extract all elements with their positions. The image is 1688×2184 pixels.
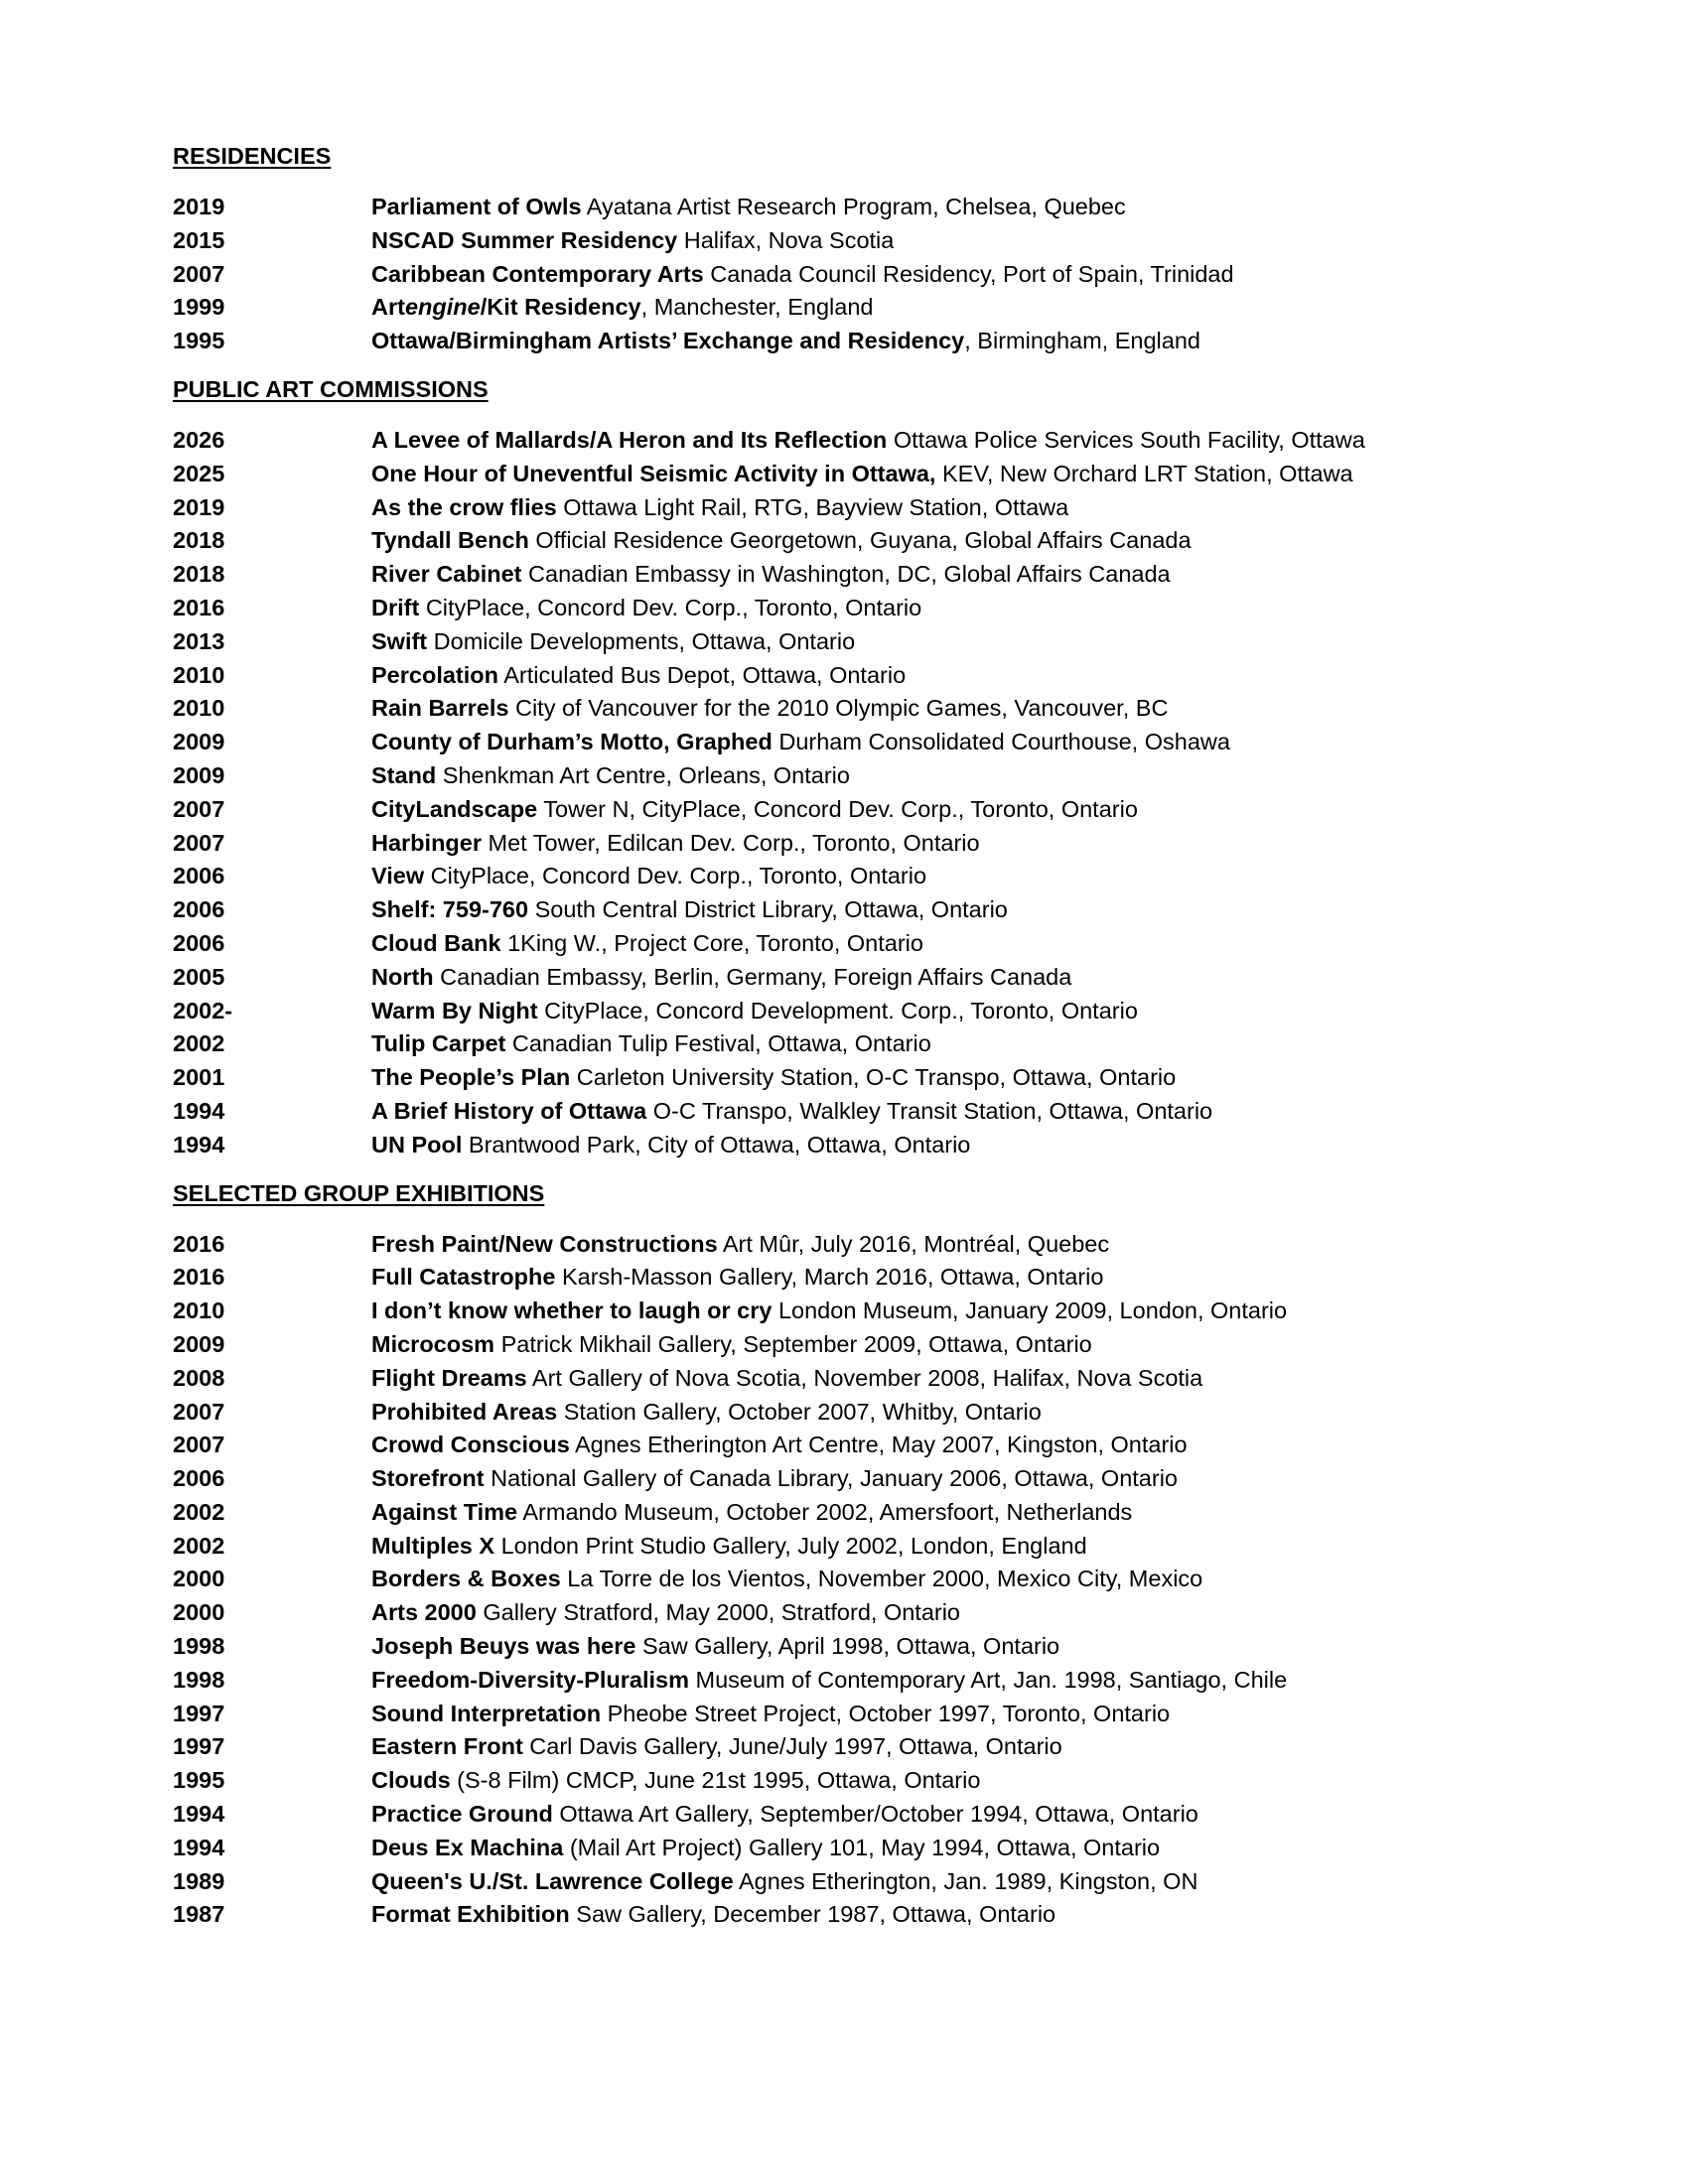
entry-text	[371, 1698, 1523, 1731]
residencies-list	[173, 191, 1523, 358]
list-item	[173, 1730, 1523, 1764]
entry-title: Borders & Boxes	[371, 1566, 561, 1592]
entry-text	[371, 1228, 1523, 1262]
entry-title: Parliament of Owls	[371, 194, 582, 219]
entry-details: (S-8 Film) CMCP, June 21st 1995, Ottawa, Ontario	[450, 1767, 981, 1794]
entry-year: 1997	[173, 1700, 225, 1726]
entry-details: Carl Davis Gallery, June/July 1997, Ottawa, Ontario	[522, 1733, 1062, 1760]
entry-title: The People’s Plan	[371, 1064, 571, 1091]
entry-text	[371, 191, 1523, 224]
entry-title: Prohibited Areas	[371, 1398, 558, 1425]
entry-year: 2007	[173, 829, 225, 856]
public-art-section	[173, 372, 1523, 1162]
entry-text	[371, 692, 1523, 726]
entry-text	[371, 860, 1523, 893]
entry-year: 2019	[173, 194, 225, 219]
entry-details: Canadian Tulip Festival, Ottawa, Ontario	[505, 1030, 931, 1057]
list-item	[173, 458, 1523, 491]
list-item	[173, 558, 1523, 592]
entry-details: Tower N, CityPlace, Concord Dev. Corp., Toronto, Ontario	[537, 795, 1138, 822]
entry-details: Shenkman Art Centre, Orleans, Ontario	[436, 761, 850, 788]
list-item	[173, 258, 1523, 292]
entry-details: CityPlace, Concord Dev. Corp., Toronto, Ontario	[424, 863, 927, 889]
entry-text	[371, 1664, 1523, 1698]
list-item	[173, 827, 1523, 861]
entry-details: , Manchester, England	[640, 294, 874, 321]
list-item	[173, 927, 1523, 961]
entry-title: Crowd Conscious	[371, 1432, 570, 1458]
list-item	[173, 860, 1523, 893]
entry-title: Format Exhibition	[371, 1901, 570, 1928]
list-item	[173, 1798, 1523, 1832]
entry-details: KEV, New Orchard LRT Station, Ottawa	[935, 460, 1353, 486]
entry-title: Against Time	[371, 1498, 518, 1525]
list-item	[173, 1129, 1523, 1162]
entry-year: 1987	[173, 1901, 225, 1928]
entry-year: 2006	[173, 929, 225, 956]
entry-details: Durham Consolidated Courthouse, Oshawa	[772, 729, 1230, 755]
entry-year: 2002	[173, 1498, 225, 1525]
list-item	[173, 1596, 1523, 1630]
entry-text	[371, 458, 1523, 491]
entry-text	[371, 491, 1523, 525]
list-item	[173, 1396, 1523, 1430]
entry-year: 1994	[173, 1801, 225, 1828]
entry-year: 2000	[173, 1599, 225, 1626]
entry-details: CityPlace, Concord Dev. Corp., Toronto, Ontario	[419, 594, 922, 620]
entry-year: 2018	[173, 561, 225, 588]
entry-details: Station Gallery, October 2007, Whitby, Ontario	[557, 1398, 1042, 1425]
entry-title: One Hour of Uneventful Seismic Activity in Ottawa,	[371, 460, 936, 486]
list-item	[173, 592, 1523, 625]
list-item	[173, 1563, 1523, 1596]
entry-year: 1994	[173, 1097, 225, 1124]
entry-year: 2009	[173, 729, 225, 755]
entry-text	[371, 927, 1523, 961]
list-item	[173, 1027, 1523, 1061]
entry-text	[371, 1865, 1523, 1899]
entry-text	[371, 1630, 1523, 1664]
entry-title-italic: engine	[404, 294, 481, 321]
list-item	[173, 1898, 1523, 1932]
list-item	[173, 659, 1523, 693]
entry-title: Percolation	[371, 661, 498, 688]
entry-details: Brantwood Park, City of Ottawa, Ottawa, Ontario	[462, 1131, 971, 1158]
entry-text	[371, 258, 1523, 292]
entry-details: CityPlace, Concord Development. Corp., Toronto, Ontario	[537, 997, 1138, 1024]
entry-year: 1998	[173, 1666, 225, 1693]
entry-text	[371, 291, 1523, 325]
entry-text	[371, 1563, 1523, 1596]
entry-text	[371, 1129, 1523, 1162]
list-item	[173, 1764, 1523, 1798]
entry-text	[371, 1496, 1523, 1530]
entry-title: CityLandscape	[371, 795, 538, 822]
entry-details: Articulated Bus Depot, Ottawa, Ontario	[497, 661, 907, 688]
entry-text	[371, 793, 1523, 827]
entry-text	[371, 659, 1523, 693]
entry-text	[371, 325, 1523, 358]
entry-title: Queen's U./St. Lawrence College	[371, 1867, 734, 1894]
group-exhibitions-list	[173, 1228, 1523, 1933]
entry-text	[371, 1429, 1523, 1462]
entry-details: City of Vancouver for the 2010 Olympic Games, Vancouver, BC	[508, 695, 1169, 722]
entry-year: 2009	[173, 761, 225, 788]
entry-year: 1989	[173, 1867, 225, 1894]
list-item	[173, 1462, 1523, 1496]
entry-title: Flight Dreams	[371, 1364, 527, 1391]
list-item	[173, 759, 1523, 793]
residencies-heading: RESIDENCIES	[173, 143, 332, 169]
list-item	[173, 961, 1523, 995]
entry-title: Practice Ground	[371, 1801, 553, 1828]
entry-text	[371, 827, 1523, 861]
entry-title: Ottawa/Birmingham Artists’ Exchange and Residency	[371, 328, 965, 354]
list-item	[173, 1698, 1523, 1731]
entry-text	[371, 1832, 1523, 1865]
entry-year: 1995	[173, 1767, 225, 1794]
entry-title: Tulip Carpet	[371, 1030, 506, 1057]
entry-year: 2016	[173, 1264, 225, 1291]
entry-details: O-C Transpo, Walkley Transit Station, Ottawa, Ontario	[646, 1097, 1213, 1124]
entry-details: Art Mûr, July 2016, Montréal, Quebec	[717, 1230, 1110, 1257]
entry-title: Storefront	[371, 1465, 485, 1492]
entry-year: 2016	[173, 1230, 225, 1257]
cv-page	[173, 139, 1523, 1932]
entry-title: County of Durham’s Motto, Graphed	[371, 729, 773, 755]
entry-year: 2002-	[173, 997, 233, 1024]
entry-text	[371, 1898, 1523, 1932]
entry-text	[371, 625, 1523, 659]
entry-year: 1995	[173, 328, 225, 354]
entry-title: Warm By Night	[371, 997, 538, 1024]
entry-title: Swift	[371, 627, 428, 654]
list-item	[173, 995, 1523, 1028]
entry-year: 2013	[173, 627, 225, 654]
section-spacer	[173, 358, 1523, 372]
entry-text	[371, 1396, 1523, 1430]
entry-year: 2010	[173, 661, 225, 688]
list-item	[173, 524, 1523, 558]
entry-title: Harbinger	[371, 829, 482, 856]
entry-title: Clouds	[371, 1767, 451, 1794]
entry-year: 2008	[173, 1364, 225, 1391]
entry-text	[371, 1530, 1523, 1564]
entry-title: Joseph Beuys was here	[371, 1633, 636, 1660]
entry-title: Deus Ex Machina	[371, 1834, 564, 1860]
list-item	[173, 191, 1523, 224]
entry-text	[371, 726, 1523, 759]
entry-title: Multiples X	[371, 1532, 495, 1559]
list-item	[173, 1496, 1523, 1530]
entry-title: Cloud Bank	[371, 929, 501, 956]
list-item	[173, 1832, 1523, 1865]
entry-title: Caribbean Contemporary Arts	[371, 260, 704, 287]
entry-year: 2006	[173, 1465, 225, 1492]
entry-year: 2007	[173, 1432, 225, 1458]
entry-details: Museum of Contemporary Art, Jan. 1998, Santiago, Chile	[688, 1666, 1288, 1693]
entry-title: Drift	[371, 594, 420, 620]
entry-text	[371, 224, 1523, 258]
list-item	[173, 625, 1523, 659]
entry-details: Ottawa Light Rail, RTG, Bayview Station, Ottawa	[556, 493, 1069, 520]
entry-details: South Central District Library, Ottawa, Ontario	[528, 896, 1008, 923]
entry-year: 2007	[173, 1398, 225, 1425]
list-item	[173, 1095, 1523, 1129]
entry-title: NSCAD Summer Residency	[371, 226, 678, 253]
entry-title: Fresh Paint/New Constructions	[371, 1230, 718, 1257]
public-art-list	[173, 424, 1523, 1162]
list-item	[173, 793, 1523, 827]
entry-details: Karsh-Masson Gallery, March 2016, Ottawa, Ontario	[555, 1264, 1104, 1291]
entry-text	[371, 1061, 1523, 1095]
entry-details: La Torre de los Vientos, November 2000, Mexico City, Mexico	[560, 1566, 1203, 1592]
entry-year: 2006	[173, 863, 225, 889]
entry-details: Agnes Etherington Art Centre, May 2007, Kingston, Ontario	[569, 1432, 1188, 1458]
entry-details: Agnes Etherington, Jan. 1989, Kingston, ON	[733, 1867, 1198, 1894]
entry-details: (Mail Art Project) Gallery 101, May 1994, Ottawa, Ontario	[563, 1834, 1161, 1860]
entry-year: 2002	[173, 1030, 225, 1057]
residencies-section	[173, 139, 1523, 358]
list-item	[173, 291, 1523, 325]
entry-details: Saw Gallery, April 1998, Ottawa, Ontario	[635, 1633, 1060, 1660]
entry-title: Sound Interpretation	[371, 1700, 602, 1726]
entry-title: Tyndall Bench	[371, 527, 529, 554]
entry-text	[371, 1596, 1523, 1630]
entry-year: 1999	[173, 294, 225, 321]
list-item	[173, 726, 1523, 759]
entry-text	[371, 759, 1523, 793]
entry-title: Rain Barrels	[371, 695, 509, 722]
entry-text	[371, 1798, 1523, 1832]
entry-year: 2016	[173, 594, 225, 620]
entry-year: 1998	[173, 1633, 225, 1660]
entry-details: Saw Gallery, December 1987, Ottawa, Ontario	[569, 1901, 1056, 1928]
list-item	[173, 692, 1523, 726]
entry-details: Domicile Developments, Ottawa, Ontario	[427, 627, 856, 654]
entry-title: Shelf: 759-760	[371, 896, 529, 923]
entry-title: Stand	[371, 761, 437, 788]
entry-details: Canadian Embassy, Berlin, Germany, Foreign Affairs Canada	[433, 963, 1072, 990]
entry-year: 2002	[173, 1532, 225, 1559]
entry-title: A Brief History of Ottawa	[371, 1097, 647, 1124]
entry-details: London Print Studio Gallery, July 2002, London, England	[494, 1532, 1087, 1559]
entry-details: Canada Council Residency, Port of Spain, Trinidad	[703, 260, 1234, 287]
list-item	[173, 424, 1523, 458]
group-exhibitions-heading: SELECTED GROUP EXHIBITIONS	[173, 1179, 545, 1206]
entry-year: 2025	[173, 460, 225, 486]
public-art-heading: PUBLIC ART COMMISSIONS	[173, 375, 489, 402]
entry-text	[371, 524, 1523, 558]
list-item	[173, 1530, 1523, 1564]
entry-year: 2019	[173, 493, 225, 520]
entry-title: Eastern Front	[371, 1733, 523, 1760]
list-item	[173, 1295, 1523, 1328]
entry-text	[371, 1095, 1523, 1129]
list-item	[173, 1664, 1523, 1698]
entry-year: 2009	[173, 1330, 225, 1357]
entry-year: 1994	[173, 1131, 225, 1158]
entry-text	[371, 1764, 1523, 1798]
list-item	[173, 1630, 1523, 1664]
entry-title: A Levee of Mallards/A Heron and Its Reflection	[371, 426, 888, 453]
list-item	[173, 325, 1523, 358]
entry-title: Freedom-Diversity-Pluralism	[371, 1666, 689, 1693]
entry-details: Pheobe Street Project, October 1997, Toronto, Ontario	[601, 1700, 1171, 1726]
entry-title: View	[371, 863, 425, 889]
entry-details: Official Residence Georgetown, Guyana, Global Affairs Canada	[528, 527, 1192, 554]
entry-text	[371, 1328, 1523, 1362]
entry-text	[371, 558, 1523, 592]
entry-year: 2001	[173, 1064, 225, 1091]
entry-details: Art Gallery of Nova Scotia, November 2008, Halifax, Nova Scotia	[526, 1364, 1203, 1391]
entry-text	[371, 592, 1523, 625]
list-item	[173, 1865, 1523, 1899]
list-item	[173, 1061, 1523, 1095]
list-item	[173, 893, 1523, 927]
entry-details: Ottawa Police Services South Facility, Ottawa	[887, 426, 1365, 453]
list-item	[173, 491, 1523, 525]
entry-details: 1King W., Project Core, Toronto, Ontario	[500, 929, 923, 956]
entry-year: 1997	[173, 1733, 225, 1760]
entry-year: 2010	[173, 695, 225, 722]
entry-title: As the crow flies	[371, 493, 557, 520]
entry-details: Carleton University Station, O-C Transpo, Ottawa, Ontario	[570, 1064, 1177, 1091]
entry-details: London Museum, January 2009, London, Ontario	[772, 1297, 1288, 1324]
entry-text	[371, 995, 1523, 1028]
entry-title: Art	[371, 294, 405, 321]
list-item	[173, 1261, 1523, 1295]
entry-title: Full Catastrophe	[371, 1264, 556, 1291]
entry-title: Microcosm	[371, 1330, 495, 1357]
entry-details: Met Tower, Edilcan Dev. Corp., Toronto, Ontario	[482, 829, 980, 856]
entry-title: /Kit Residency	[480, 294, 641, 321]
entry-text	[371, 893, 1523, 927]
list-item	[173, 1228, 1523, 1262]
list-item	[173, 1429, 1523, 1462]
entry-text	[371, 1462, 1523, 1496]
entry-year: 2000	[173, 1566, 225, 1592]
entry-details: Ottawa Art Gallery, September/October 1994, Ottawa, Ontario	[552, 1801, 1198, 1828]
group-exhibitions-section	[173, 1176, 1523, 1933]
entry-details: Ayatana Artist Research Program, Chelsea, Quebec	[581, 194, 1126, 219]
entry-text	[371, 1362, 1523, 1396]
entry-details: Patrick Mikhail Gallery, September 2009, Ottawa, Ontario	[494, 1330, 1092, 1357]
section-spacer	[173, 1162, 1523, 1176]
entry-title: I don’t know whether to laugh or cry	[371, 1297, 773, 1324]
list-item	[173, 1362, 1523, 1396]
entry-details: National Gallery of Canada Library, January 2006, Ottawa, Ontario	[484, 1465, 1178, 1492]
entry-year: 2007	[173, 260, 225, 287]
entry-year: 2006	[173, 896, 225, 923]
entry-title: UN Pool	[371, 1131, 463, 1158]
entry-text	[371, 961, 1523, 995]
entry-year: 2015	[173, 226, 225, 253]
list-item	[173, 1328, 1523, 1362]
entry-title: River Cabinet	[371, 561, 522, 588]
entry-text	[371, 1730, 1523, 1764]
entry-text	[371, 1261, 1523, 1295]
entry-year: 2005	[173, 963, 225, 990]
entry-details: Armando Museum, October 2002, Amersfoort, Netherlands	[517, 1498, 1133, 1525]
entry-details: , Birmingham, England	[964, 328, 1200, 354]
entry-title: Arts 2000	[371, 1599, 477, 1626]
entry-title: North	[371, 963, 434, 990]
entry-details: Gallery Stratford, May 2000, Stratford, Ontario	[476, 1599, 961, 1626]
list-item	[173, 224, 1523, 258]
entry-year: 1994	[173, 1834, 225, 1860]
entry-text	[371, 424, 1523, 458]
entry-year: 2026	[173, 426, 225, 453]
entry-text	[371, 1295, 1523, 1328]
entry-details: Canadian Embassy in Washington, DC, Global Affairs Canada	[521, 561, 1171, 588]
entry-year: 2010	[173, 1297, 225, 1324]
entry-text	[371, 1027, 1523, 1061]
entry-year: 2018	[173, 527, 225, 554]
entry-year: 2007	[173, 795, 225, 822]
entry-details: Halifax, Nova Scotia	[677, 226, 895, 253]
